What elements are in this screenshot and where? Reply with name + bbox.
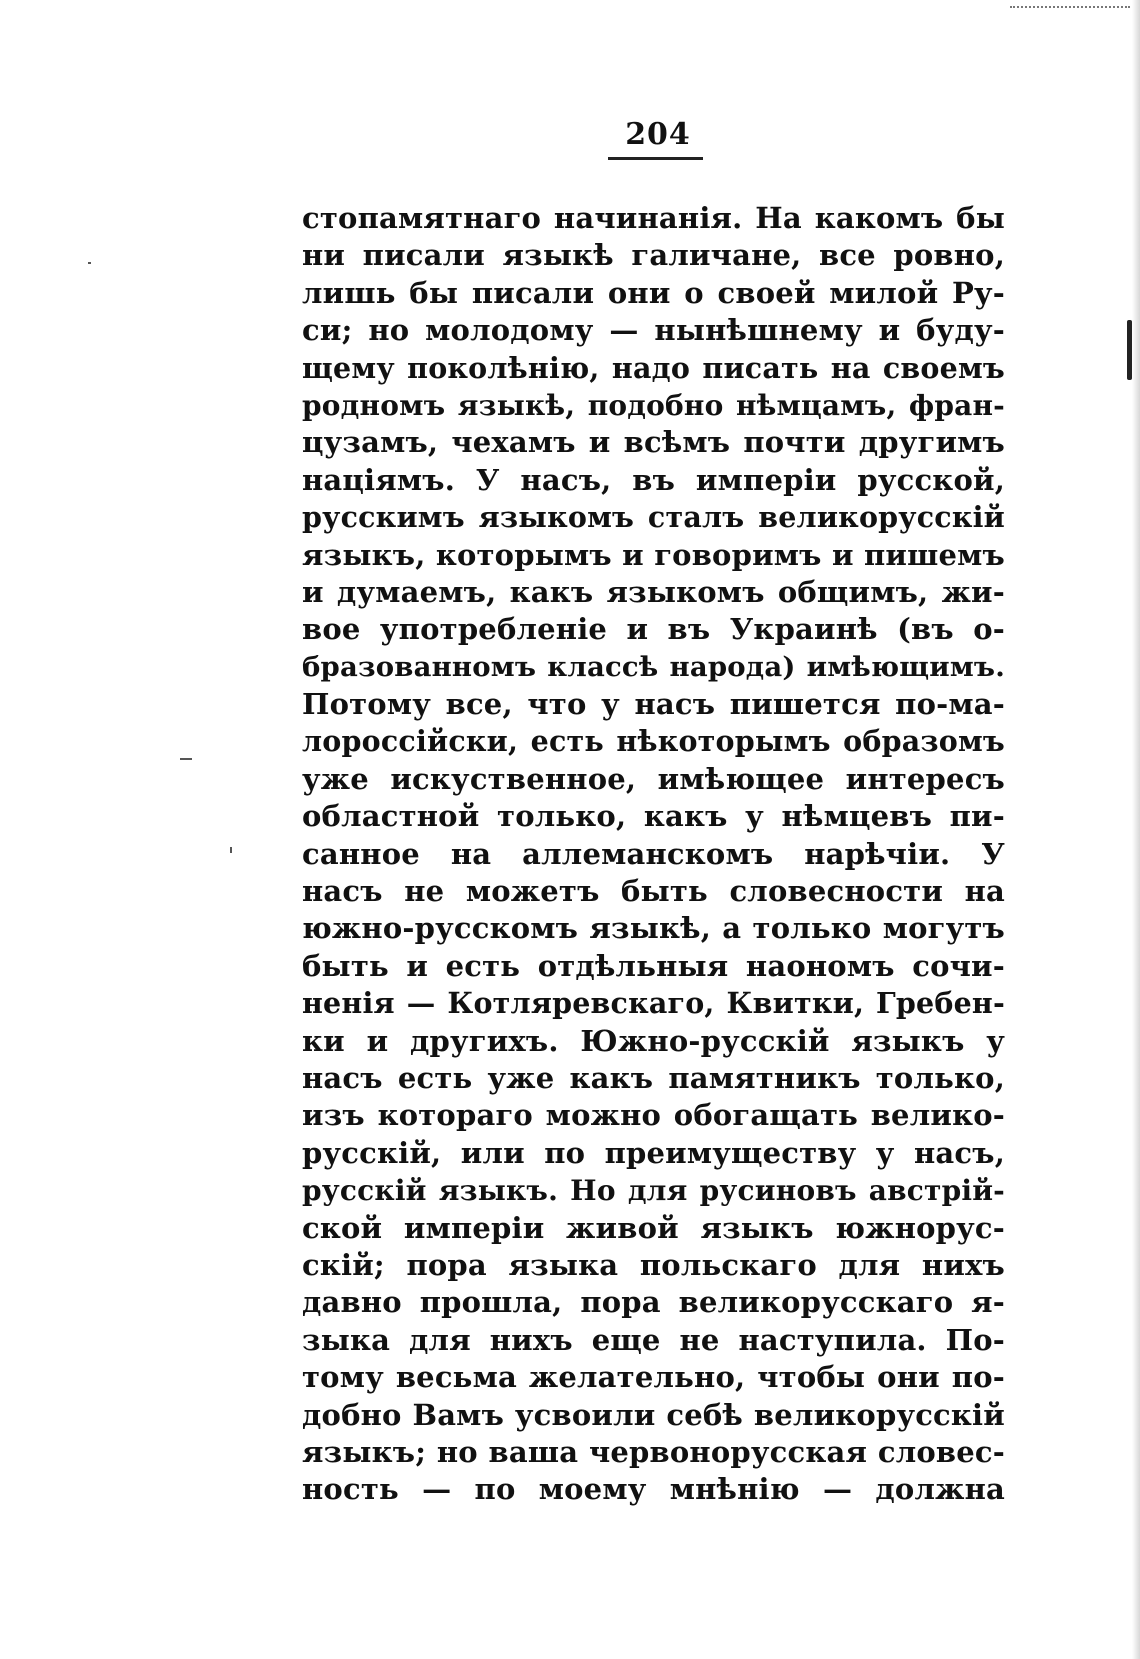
text-line: ни писали языкѣ галичане, все ровно,: [302, 238, 1005, 273]
text-line: давно прошла, пора великорусскаго я-: [302, 1285, 1005, 1320]
text-line: бразованномъ классѣ народа) имѣющимъ.: [302, 650, 1005, 683]
text-line: областной только, какъ у нѣмцевъ пи-: [302, 799, 1005, 834]
text-line: и думаемъ, какъ языкомъ общимъ, жи-: [302, 574, 1005, 609]
text-line: си; но молодому — нынѣшнему и буду-: [302, 313, 1005, 348]
text-line: лишь бы писали они о своей милой Ру-: [302, 275, 1005, 310]
text-line: южно-русскомъ языкѣ, а только могутъ: [302, 911, 1005, 946]
text-line: насъ есть уже какъ памятникъ только,: [302, 1060, 1005, 1095]
page-number: 204: [625, 117, 691, 152]
text-line: ность — по моему мнѣнію — должна: [302, 1472, 1005, 1507]
text-line: скій; пора языка польскаго для нихъ: [302, 1247, 1005, 1282]
corner-scan-mark: [1010, 0, 1130, 8]
text-line: націямъ. У насъ, въ имперіи русской,: [302, 462, 1005, 497]
text-line: Потому все, что у насъ пишется по-ма-: [302, 687, 1005, 722]
text-line: ки и другихъ. Южно-русскій языкъ у: [302, 1023, 1005, 1058]
text-line: русскій языкъ. Но для русиновъ австрій-: [302, 1174, 1005, 1208]
text-line: цузамъ, чехамъ и всѣмъ почти другимъ: [302, 425, 1005, 460]
text-line: уже искуственное, имѣющее интересъ: [302, 761, 1005, 796]
text-line: родномъ языкѣ, подобно нѣмцамъ, фран-: [302, 388, 1005, 422]
text-line: языкъ, которымъ и говоримъ и пишемъ: [302, 537, 1005, 572]
body-text: [302, 200, 1005, 1509]
text-line: ской имперіи живой языкъ южнорус-: [302, 1210, 1005, 1245]
margin-speck: [230, 847, 232, 853]
margin-speck: [180, 758, 192, 760]
text-line: языкъ; но ваша червонорусская словес-: [302, 1434, 1005, 1469]
text-line: изъ котораго можно обогащать велико-: [302, 1098, 1005, 1133]
text-line: стопамятнаго начинанія. На какомъ бы: [302, 201, 1005, 235]
text-line: тому весьма желательно, чтобы они по-: [302, 1360, 1005, 1395]
text-line: добно Вамъ усвоили себѣ великорусскій: [302, 1397, 1005, 1432]
text-line: санное на аллеманскомъ нарѣчіи. У: [302, 836, 1005, 871]
margin-speck: [88, 262, 91, 264]
text-line: русскимъ языкомъ сталъ великорусскій: [302, 500, 1005, 535]
text-line: зыка для нихъ еще не наступила. По-: [302, 1322, 1005, 1357]
page-edge-shadow: [1132, 0, 1140, 1659]
text-line: ненія — Котляревскаго, Квитки, Гребен-: [302, 986, 1005, 1021]
page-edge-mark: [1127, 320, 1132, 380]
text-line: вое употребленіе и въ Украинѣ (въ о-: [302, 612, 1005, 647]
text-line: щему поколѣнію, надо писать на своемъ: [302, 350, 1005, 385]
text-line: лороссійски, есть нѣкоторымъ образомъ: [302, 724, 1005, 759]
text-line: быть и есть отдѣльныя наономъ сочи-: [302, 948, 1005, 983]
text-line: насъ не можетъ быть словесности на: [302, 874, 1005, 909]
text-line: русскій, или по преимуществу у насъ,: [302, 1135, 1005, 1170]
page-number-rule: [608, 157, 703, 160]
